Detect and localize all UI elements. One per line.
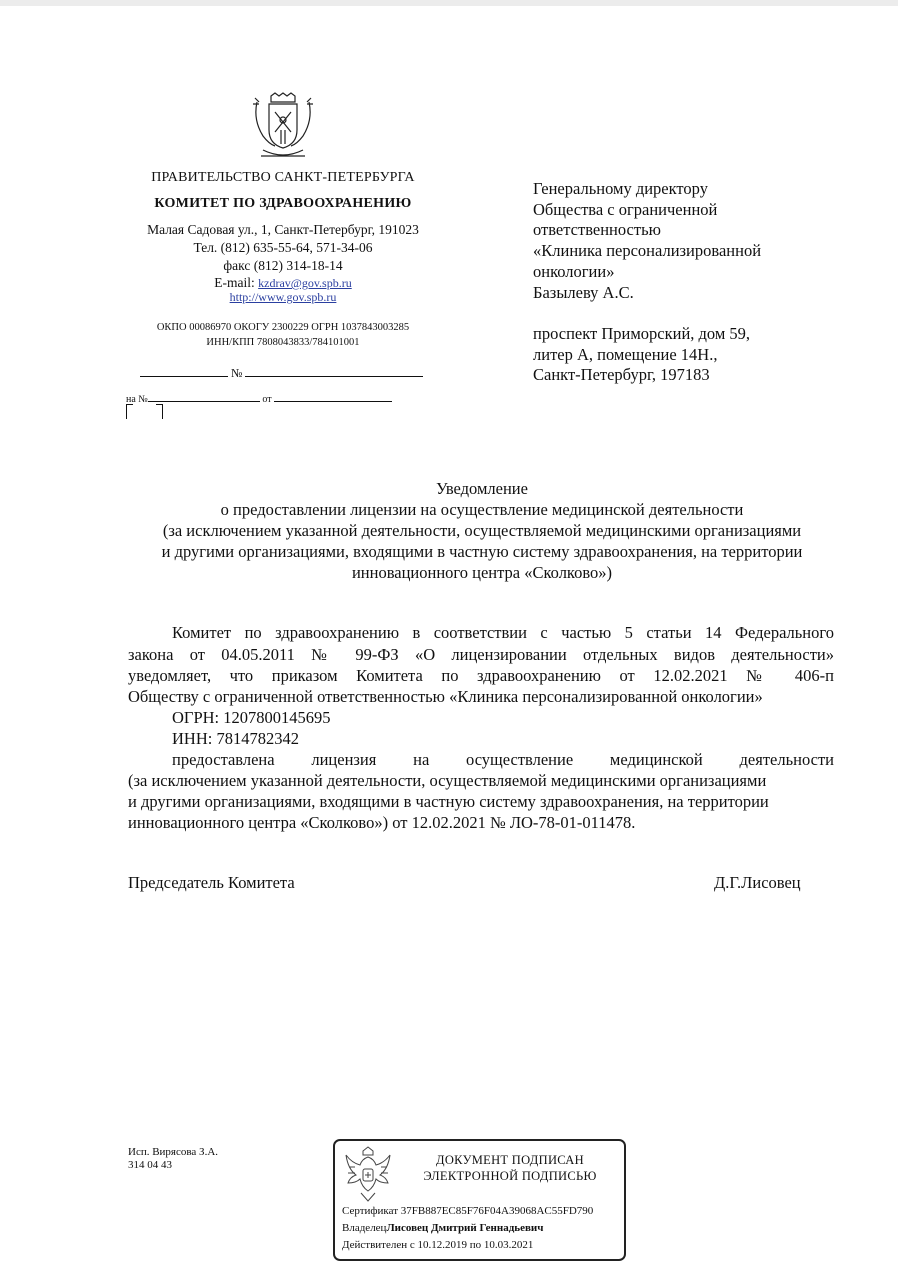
- committee-fax: факс (812) 314-18-14: [223, 258, 343, 273]
- committee-email-row: [118, 275, 448, 291]
- recipient-address: [533, 324, 750, 386]
- ogrn-line: ОГРН: 1207800145695: [172, 708, 331, 727]
- codes-line-2: ИНН/КПП 7808043833/784101001: [206, 337, 360, 348]
- committee-address: Малая Садовая ул., 1, Санкт-Петербург, 191023: [147, 222, 419, 237]
- reference-line: [126, 392, 392, 405]
- stamp-owner-label: Владелец: [342, 1222, 387, 1234]
- ref-number-blank: [148, 392, 260, 402]
- body-line: инновационного центра «Сколково») от 12.02.2021 № ЛО-78-01-011478.: [128, 813, 636, 832]
- notice-title: [110, 478, 854, 583]
- e-signature-stamp: [333, 1139, 626, 1261]
- signatory-name: Д.Г.Лисовец: [714, 873, 801, 892]
- outgoing-number-line: [140, 366, 423, 381]
- recipient-block: [533, 179, 761, 303]
- corner-mark-right: [156, 404, 163, 419]
- notice-title-line: и другими организациями, входящими в частную систему здравоохранения, на территории: [161, 542, 803, 561]
- date-blank: [140, 366, 228, 377]
- signatory-position: Председатель Комитета: [128, 873, 295, 892]
- stamp-certificate: Сертификат 37FB887EC85F76F04A39068AC55FD790: [342, 1205, 594, 1217]
- spb-coat-of-arms-icon: [247, 90, 319, 162]
- ref-prefix: на №: [126, 394, 148, 405]
- recipient-address-line: Санкт-Петербург, 197183: [533, 365, 710, 385]
- number-blank: [245, 366, 423, 377]
- notice-title-line: инновационного центра «Сколково»): [351, 563, 613, 582]
- stamp-title-line-2: ЭЛЕКТРОННОЙ ПОДПИСЬЮ: [423, 1169, 597, 1183]
- stamp-owner: Лисовец Дмитрий Геннадьевич: [386, 1222, 544, 1234]
- ref-date-blank: [274, 392, 392, 402]
- committee-phone: Тел. (812) 635-55-64, 571-34-06: [193, 240, 373, 255]
- recipient-line: «Клиника персонализированной: [533, 241, 762, 261]
- recipient-address-line: проспект Приморский, дом 59,: [533, 324, 751, 343]
- body-line: уведомляет, что приказом Комитета по здравоохранению от 12.02.2021 № 406-п: [128, 666, 834, 685]
- notice-title-line: о предоставлении лицензии на осуществление медицинской деятельности: [220, 500, 744, 519]
- recipient-line: Общества с ограниченной: [533, 199, 718, 219]
- email-link[interactable]: kzdrav@gov.spb.ru: [258, 276, 352, 290]
- government-name: ПРАВИТЕЛЬСТВО САНКТ-ПЕТЕРБУРГА: [151, 170, 415, 185]
- notice-heading: Уведомление: [436, 479, 528, 498]
- recipient-line: онкологии»: [533, 261, 615, 281]
- body-line: Обществу с ограниченной ответственностью «Клиника персонализированной онкологии»: [128, 687, 763, 706]
- executor-name: Исп. Вирясова З.А.: [128, 1146, 219, 1158]
- top-edge: [0, 0, 898, 6]
- recipient-line: Базылеву А.С.: [533, 282, 634, 302]
- codes-line-1: ОКПО 00086970 ОКОГУ 2300229 ОГРН 1037843003285: [156, 322, 410, 333]
- body-line: и другими организациями, входящими в частную систему здравоохранения, на территории: [128, 792, 769, 811]
- stamp-validity: Действителен с 10.12.2019 по 10.03.2021: [342, 1239, 534, 1251]
- notice-title-line: (за исключением указанной деятельности, осуществляемой медицинскими организациями: [162, 521, 802, 540]
- recipient-line: ответственностью: [533, 220, 661, 240]
- body-line: (за исключением указанной деятельности, осуществляемой медицинскими организациями: [128, 771, 767, 790]
- ref-from: от: [262, 394, 272, 405]
- recipient-line: Генеральному директору: [533, 179, 708, 198]
- website-row: [118, 290, 448, 305]
- committee-name: КОМИТЕТ ПО ЗДРАВООХРАНЕНИЮ: [154, 196, 412, 211]
- body-line: Комитет по здравоохранению в соответствии с частью 5 статьи 14 Федерального: [172, 623, 834, 642]
- executor-phone: 314 04 43: [128, 1159, 172, 1171]
- number-sign: №: [231, 366, 243, 380]
- body-line: закона от 04.05.2011 № 99-ФЗ «О лицензировании отдельных видов деятельности»: [128, 645, 834, 664]
- stamp-owner-row: [342, 1222, 543, 1234]
- russian-eagle-emblem-icon: [343, 1145, 393, 1203]
- body-line: предоставлена лицензия на осуществление медицинской деятельности: [172, 750, 834, 769]
- stamp-title-line-1: ДОКУМЕНТ ПОДПИСАН: [436, 1153, 584, 1167]
- recipient-address-line: литер А, помещение 14Н.,: [533, 344, 718, 364]
- website-link[interactable]: http://www.gov.spb.ru: [229, 290, 337, 304]
- corner-mark-left: [126, 404, 133, 419]
- email-label: E-mail:: [214, 275, 259, 290]
- inn-line: ИНН: 7814782342: [172, 729, 299, 748]
